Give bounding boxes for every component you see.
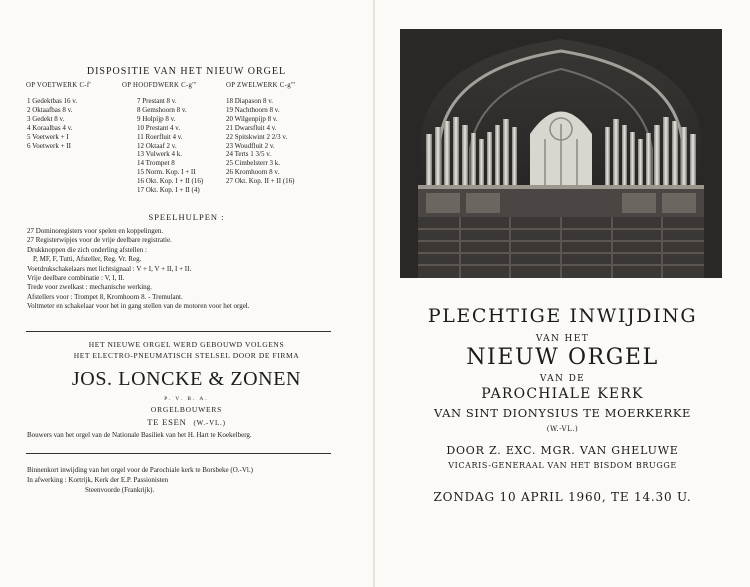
register-item: 4 Koraalbas 4 v.: [27, 123, 73, 132]
zwelwerk-header: OP ZWELWERK C-g''': [226, 82, 296, 89]
register-item: 14 Trompet 8: [137, 159, 175, 168]
register-item: 24 Terts 1 3/5 v.: [226, 150, 272, 159]
footnote-line: Binnenkort inwijding van het orgel voor de Parochiale kerk te Borsbeke (O.-Vl.): [27, 466, 253, 474]
door-line: DOOR Z. EXC. MGR. VAN GHELUWE: [446, 444, 679, 457]
speelhulp-item: Drukknoppen die zich onderling afstellen :: [27, 245, 147, 254]
register-item: 20 Wilgenpijp 8 v.: [226, 114, 278, 123]
right-page: [375, 0, 750, 587]
basiliek-note: Bouwers van het orgel van de Nationale Basiliek van het H. Hart te Koekelberg.: [27, 431, 252, 439]
register-item: 15 Norm. Kop. I + II: [137, 168, 196, 177]
builder-line-2: HET ELECTRO-PNEUMATISCH STELSEL DOOR DE FIRMA: [73, 351, 300, 360]
speelhulp-item: Trede voor zwelkast : mechanische werking.: [27, 283, 152, 292]
builder-line-1: HET NIEUWE ORGEL WERD GEBOUWD VOLGENS: [88, 340, 285, 349]
register-item: 13 Vulwerk 4 k.: [137, 150, 182, 159]
register-item: 11 Roerfluit 4 v.: [137, 132, 183, 141]
register-item: 8 Gemshoorn 8 v.: [137, 105, 187, 114]
firm-name: JOS. LONCKE & ZONEN: [71, 368, 302, 390]
register-item: 2 Oktaafbas 8 v.: [27, 105, 73, 114]
speelhulp-item: 27 Dominoregisters voor spelen en koppelingen.: [27, 227, 164, 235]
speelhulp-item: Vrije deelbare combinatie : V, I, II.: [27, 274, 125, 283]
speelhulp-item: Afstellers voor : Trompet 8, Kromhoorn 8. - Tremulant.: [27, 292, 183, 301]
firm-town: [0, 417, 373, 427]
footnote-line: Steenvoorde (Frankrijk).: [85, 485, 155, 494]
register-item: 18 Diapason 8 v.: [226, 97, 273, 105]
speelhulpen-list: [27, 227, 250, 312]
van-de: VAN DE: [539, 374, 586, 384]
date-line: ZONDAG 10 APRIL 1960, TE 14.30 U.: [433, 490, 692, 504]
van-sint-dionysius: VAN SINT DIONYSIUS TE MOERKERKE: [433, 406, 692, 420]
hoofdwerk-header: OP HOOFDWERK C-g''': [122, 82, 197, 89]
register-item: 19 Nachthoorn 8 v.: [226, 105, 280, 114]
hoofdwerk-list: [137, 97, 203, 195]
voetwerk-header: OP VOETWERK C-f': [26, 82, 91, 89]
register-item: 22 Spitskwint 2 2/3 v.: [226, 132, 288, 141]
register-item: 3 Gedekt 8 v.: [27, 114, 65, 123]
town-name: TE ESEN: [147, 417, 187, 427]
voetwerk-list: [27, 97, 77, 150]
speelhulpen-title: SPEELHULPEN :: [148, 212, 225, 222]
register-item: 21 Dwarsfluit 4 v.: [226, 123, 277, 132]
speelhulp-item: 27 Registerwipjes voor de vrije deelbare registratie.: [27, 236, 172, 245]
speelhulp-item: Voetdrukschakelaars met lichtsignaal : V + I, V + II, I + II.: [27, 264, 192, 273]
register-item: 5 Voetwerk + I: [27, 132, 69, 141]
register-item: 23 Woudfluit 2 v.: [226, 141, 275, 150]
van-het: VAN HET: [535, 334, 590, 344]
town-region: (W.-VL.): [193, 419, 226, 427]
register-item: 6 Voetwerk + II: [27, 141, 71, 150]
divider-rule: [26, 331, 331, 332]
register-item: 25 Cimbelsterr 3 k.: [226, 159, 281, 168]
left-page: [0, 0, 373, 587]
register-item: 27 Okt. Kop. II + II (16): [226, 177, 295, 186]
nieuw-orgel: NIEUW ORGEL: [466, 345, 659, 370]
region-label: (W.-VL.): [546, 425, 579, 433]
main-title: PLECHTIGE INWIJDING: [427, 305, 698, 327]
footnote-line: In afwerking : Kortrijk, Kerk der E.P. Passionisten: [27, 475, 169, 484]
parochiale-kerk: PAROCHIALE KERK: [481, 386, 644, 402]
organ-photo: [400, 29, 722, 278]
orgelbouwers-label: ORGELBOUWERS: [150, 405, 223, 414]
speelhulp-item: P, MF, F, Tutti, Afsteller, Reg. Vr. Reg.: [33, 255, 142, 264]
register-item: 12 Oktaaf 2 v.: [137, 141, 177, 150]
register-item: 1 Gedektbas 16 v.: [27, 97, 78, 105]
register-item: 16 Okt. Kop. I + II (16): [137, 177, 204, 186]
footnote-block: [27, 466, 253, 495]
speelhulp-item: Voltmeter en schakelaar voor het in gang stellen van de motoren voor het orgel.: [27, 302, 250, 311]
register-item: 7 Prestant 8 v.: [137, 97, 177, 105]
disposition-title: DISPOSITIE VAN HET NIEUW ORGEL: [86, 66, 287, 77]
register-item: 17 Okt. Kop. I + II (4): [137, 186, 200, 195]
vicaris-line: VICARIS-GENERAAL VAN HET BISDOM BRUGGE: [448, 461, 677, 470]
register-item: 26 Kromhoorn 8 v.: [226, 168, 280, 177]
register-item: 10 Prestant 4 v.: [137, 123, 181, 132]
firm-pvba: P. V. B. A.: [164, 396, 209, 402]
zwelwerk-list: [226, 97, 295, 186]
divider-rule: [26, 453, 331, 454]
register-item: 9 Holpijp 8 v.: [137, 114, 176, 123]
